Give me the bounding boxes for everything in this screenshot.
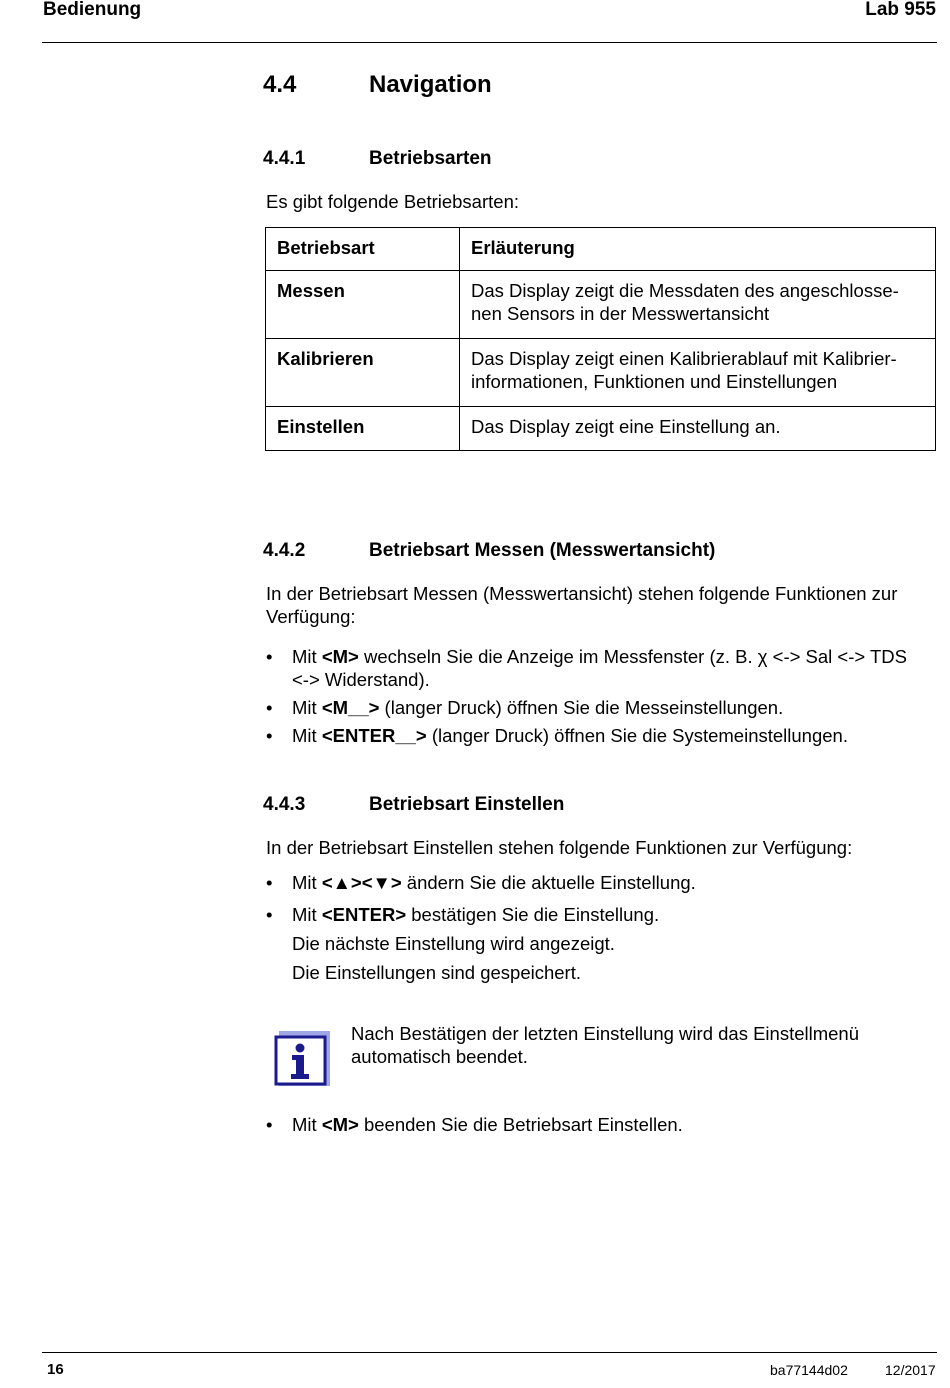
list-item bbox=[266, 900, 938, 987]
note-line: Nach Bestätigen der letzten Einstellung wird das Einstellmenü bbox=[351, 1023, 860, 1044]
text: ändern Sie die aktuelle Einstellung. bbox=[401, 872, 696, 893]
section-number: 4.4 bbox=[263, 71, 297, 98]
text: (langer Druck) öffnen Sie die Messeinstellungen. bbox=[379, 697, 784, 718]
table-cell-desc bbox=[460, 271, 936, 339]
key-label: <ENTER> bbox=[321, 904, 407, 925]
subsection-heading-1 bbox=[263, 148, 943, 170]
bullet-icon: • bbox=[266, 872, 273, 893]
bullet-list bbox=[266, 1113, 938, 1136]
table-row bbox=[266, 339, 936, 407]
document-id: ba77144d02 bbox=[770, 1362, 848, 1378]
text: Mit bbox=[292, 872, 322, 893]
subsection-title: Betriebsarten bbox=[369, 148, 492, 169]
section-title: Navigation bbox=[369, 71, 492, 98]
list-item bbox=[266, 871, 938, 894]
running-header-right: Lab 955 bbox=[865, 0, 936, 20]
subsection-number: 4.4.2 bbox=[263, 540, 306, 561]
paragraph: In der Betriebsart Einstellen stehen folgende Funktionen zur Verfügung: bbox=[266, 837, 853, 858]
info-icon bbox=[274, 1028, 330, 1086]
table-header-row bbox=[266, 228, 936, 271]
key-label: <M> bbox=[321, 646, 359, 667]
bullet-list bbox=[266, 871, 938, 987]
paragraph bbox=[266, 582, 946, 628]
bullet-icon: • bbox=[266, 725, 273, 746]
info-note bbox=[351, 1022, 931, 1068]
bullet-icon: • bbox=[266, 1114, 273, 1135]
table-header-cell: Erläuterung bbox=[460, 228, 936, 271]
table-cell-mode: Einstellen bbox=[266, 407, 460, 451]
footer-rule bbox=[42, 1352, 937, 1353]
bullet-icon: • bbox=[266, 646, 273, 667]
desc-line: Das Display zeigt einen Kalibrierablauf mit Kalibrier- bbox=[471, 348, 897, 369]
table-cell-mode: Messen bbox=[266, 271, 460, 339]
table-row bbox=[266, 407, 936, 451]
paragraph: Es gibt folgende Betriebsarten: bbox=[266, 191, 519, 212]
text: Mit bbox=[292, 1114, 322, 1135]
list-item bbox=[266, 724, 938, 747]
subsection-title: Betriebsart Einstellen bbox=[369, 794, 565, 815]
note-line: automatisch beendet. bbox=[351, 1046, 528, 1067]
text: beenden Sie die Betriebsart Einstellen. bbox=[358, 1114, 683, 1135]
paragraph-line: In der Betriebsart Messen (Messwertansicht) stehen folgende Funktionen zur bbox=[266, 583, 898, 604]
subsection-title: Betriebsart Messen (Messwertansicht) bbox=[369, 540, 716, 561]
key-label: <M> bbox=[321, 1114, 359, 1135]
table-cell-desc: Das Display zeigt eine Einstellung an. bbox=[460, 407, 936, 451]
page-number: 16 bbox=[47, 1361, 64, 1378]
document-date: 12/2017 bbox=[885, 1362, 936, 1378]
key-label: <M__> bbox=[321, 697, 380, 718]
subsection-number: 4.4.3 bbox=[263, 794, 306, 815]
desc-line: Das Display zeigt die Messdaten des angeschlosse- bbox=[471, 280, 899, 301]
text: wechseln Sie die Anzeige im Messfenster (z. B. χ <-> Sal <-> TDS bbox=[358, 646, 908, 667]
table-header-cell: Betriebsart bbox=[266, 228, 460, 271]
paragraph-line: Verfügung: bbox=[266, 606, 356, 627]
subsection-heading-3 bbox=[263, 794, 943, 816]
text: Mit bbox=[292, 904, 322, 925]
text: Mit bbox=[292, 697, 322, 718]
list-item bbox=[266, 696, 938, 719]
table-row bbox=[266, 271, 936, 339]
running-header-left: Bedienung bbox=[43, 0, 142, 20]
key-label: <▲><▼> bbox=[321, 872, 402, 893]
bullet-icon: • bbox=[266, 697, 273, 718]
desc-line: informationen, Funktionen und Einstellungen bbox=[471, 371, 838, 392]
header-rule bbox=[42, 42, 937, 43]
table-cell-mode: Kalibrieren bbox=[266, 339, 460, 407]
text: (langer Druck) öffnen Sie die Systemeinstellungen. bbox=[426, 725, 848, 746]
key-label: <ENTER__> bbox=[321, 725, 427, 746]
text: Die Einstellungen sind gespeichert. bbox=[292, 962, 581, 983]
subsection-number: 4.4.1 bbox=[263, 148, 306, 169]
text: Mit bbox=[292, 646, 322, 667]
bullet-icon: • bbox=[266, 904, 273, 925]
text: Die nächste Einstellung wird angezeigt. bbox=[292, 933, 615, 954]
text: <-> Widerstand). bbox=[292, 669, 430, 690]
list-item bbox=[266, 645, 938, 691]
table-cell-desc bbox=[460, 339, 936, 407]
text: Mit bbox=[292, 725, 322, 746]
subsection-heading-2 bbox=[263, 540, 943, 562]
bullet-list bbox=[266, 645, 938, 747]
operating-modes-table bbox=[265, 227, 936, 451]
list-item bbox=[266, 1113, 938, 1136]
desc-line: nen Sensors in der Messwertansicht bbox=[471, 303, 770, 324]
text: bestätigen Sie die Einstellung. bbox=[406, 904, 660, 925]
